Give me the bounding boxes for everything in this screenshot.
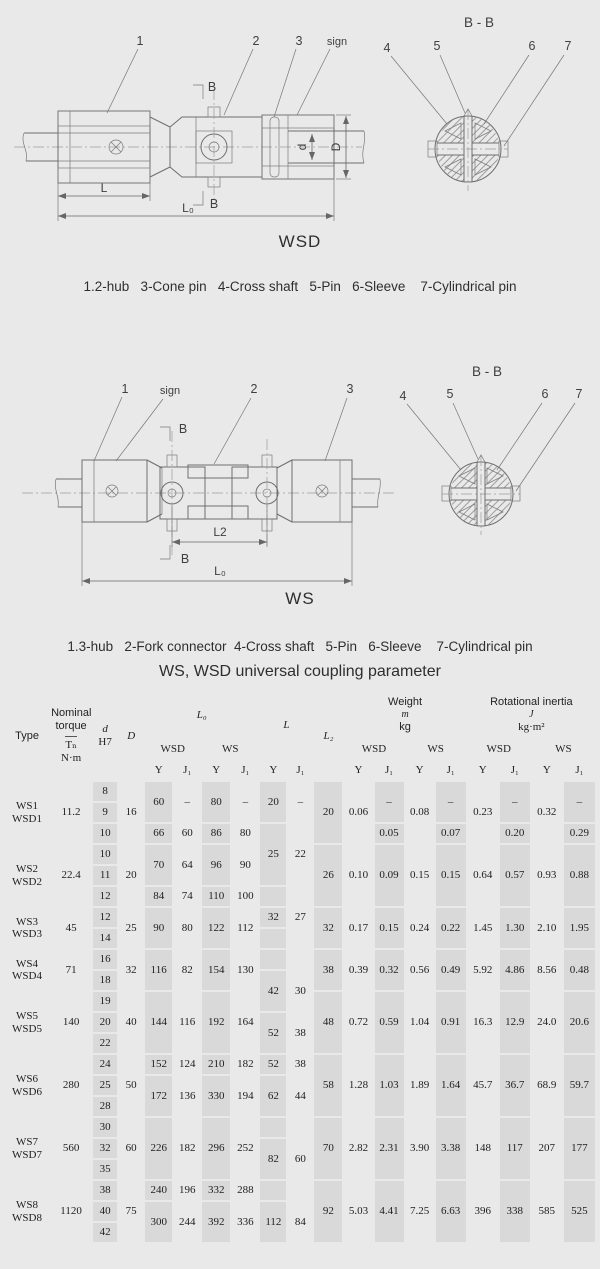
cell: 90 [239,858,251,871]
cell: 0.88 [564,845,595,906]
ws-dimensions [82,505,352,586]
inertia-line1: Rotational inertia [490,695,573,708]
cell: 148 [474,1142,491,1155]
cell: 10 [93,845,117,864]
weight-symbol: m [401,709,409,720]
cell: 66 [145,824,172,843]
cell: 38 [93,1181,117,1200]
cell: 70 [314,1118,342,1179]
wsd-side-view-drawing [10,25,375,250]
ws-callouts [94,382,354,464]
cell: 48 [314,992,342,1053]
cell: 2.10 [537,921,557,934]
inertia-symbol: J [529,709,534,720]
torque-line1: Nominal [51,707,92,720]
cell: 44 [294,1089,306,1102]
cell: 9 [93,803,117,822]
cell: 210 [202,1055,230,1074]
cell: 52 [260,1055,286,1074]
cell: 5.03 [348,1205,369,1218]
cell: 42 [93,1223,117,1242]
cell: 38 [314,950,342,990]
subheader-r-ws: WS [555,743,572,755]
cell: 4.86 [500,950,530,990]
cell: 40 [93,1202,117,1221]
cell: 0.15 [375,908,404,948]
b-marker-bottom: B [180,552,190,566]
table-row [5,1181,595,1200]
cell: 117 [500,1118,530,1179]
cell: 20 [260,782,286,822]
dim-label-L0: L₀ [182,201,194,215]
cell [260,887,286,906]
weight-unit: kg [399,721,411,733]
dim-label-L0: L₀ [214,564,226,578]
cell: 122 [202,908,230,948]
cell: 136 [178,1089,196,1102]
cell: 60 [294,1152,306,1165]
cell: – [242,795,249,808]
cell: 0.09 [375,845,404,906]
cell: 86 [202,824,230,843]
cell: 19 [93,992,117,1011]
parameter-table [3,690,597,1244]
d-fit: H7 [98,736,112,748]
wsd-section-markers [193,80,218,211]
subheader-j1: J₁ [384,764,394,776]
callout-6-label: 6 [528,39,536,53]
cell: 45 [65,921,77,934]
cell: 52 [260,1013,286,1053]
subheader-l0-wsd: WSD [160,743,185,755]
callout-1-label: 1 [121,382,129,396]
cell: 25 [125,921,137,934]
cell: 45.7 [473,1079,493,1092]
cell: 24.0 [537,1016,557,1029]
cell: 244 [178,1215,196,1228]
callout-sign-label: sign [159,385,181,397]
cell [288,950,312,969]
cell: 6.63 [436,1181,466,1242]
cell: 116 [145,950,172,990]
cell: 252 [237,1142,254,1155]
cell [288,1181,312,1200]
cell: 70 [145,845,172,885]
cell: 5.92 [473,963,493,976]
subheader-w-wsd: WSD [361,743,387,755]
cell [288,929,312,948]
dim-label-L: L [100,181,108,195]
cell: 25 [260,824,286,885]
section-title: B - B [471,364,503,379]
callout-5-label: 5 [433,39,441,53]
cell-type: WS8 WSD8 [12,1199,42,1224]
cell [260,950,286,969]
subheader-l0-ws: WS [222,743,239,755]
table-title: WS, WSD universal coupling parameter [159,663,441,680]
ws-side-view-drawing [20,375,400,610]
cell: – [436,782,466,822]
cell: 12 [93,887,117,906]
cell: 182 [178,1142,196,1155]
cell: 0.17 [348,921,369,934]
b-marker-top: B [178,422,188,436]
cell: 68.9 [537,1079,557,1092]
cell-type: WS1 WSD1 [12,800,42,825]
cell: 240 [145,1181,172,1200]
cell-type: WS4 WSD4 [12,957,42,982]
col-header-d [93,692,117,780]
cell: 525 [564,1181,595,1242]
inertia-unit: kg·m² [518,721,545,733]
cell: 20 [125,869,137,882]
cell: 0.39 [348,963,369,976]
b-marker-top: B [207,80,217,94]
cell: 80 [239,827,251,840]
ws-section-geometry [442,455,520,535]
cell: 16.3 [473,1016,493,1029]
cell: 36.7 [500,1055,530,1116]
cell: 0.10 [348,869,369,882]
dim-label-L2: L2 [213,525,227,539]
cell: 84 [294,1215,306,1228]
torque-line2: torque [55,720,87,733]
table-row [5,950,595,969]
cell: 20.6 [564,992,595,1053]
cell: 59.7 [564,1055,595,1116]
cell: 11.2 [61,806,81,819]
subheader-j1: J₁ [241,764,250,776]
cell: 0.48 [564,950,595,990]
subheader-y: Y [154,764,163,776]
table-row [5,908,595,927]
cell: 300 [145,1202,172,1242]
callout-7-label: 7 [564,39,572,53]
cell: 330 [202,1076,230,1116]
col-header-D: D [127,730,136,742]
cell [260,1118,286,1137]
cell: 124 [178,1058,196,1071]
col-header-torque [51,692,91,780]
cell: 62 [260,1076,286,1116]
cell: 332 [202,1181,230,1200]
cell: 22.4 [61,869,81,882]
col-header-type: Type [15,730,39,742]
cell-type: WS6 WSD6 [12,1073,42,1098]
cell: 82 [181,963,193,976]
torque-unit: N·m [61,751,82,764]
cell: 30 [294,984,306,997]
cell: 80 [181,921,193,934]
cell: – [375,782,404,822]
cell: 27 [294,911,306,924]
callout-1-label: 1 [136,34,144,48]
cell: 3.38 [436,1118,466,1179]
wsd-callouts [107,34,347,117]
callout-4-label: 4 [399,389,407,403]
cell: 1.28 [348,1079,369,1092]
cell: 96 [202,845,230,885]
cell: 7.25 [409,1205,430,1218]
wsd-parts-caption: 1.2-hub 3-Cone pin 4-Cross shaft 5-Pin 6-Sleeve 7-Cylindrical pin [83,279,517,294]
cell: 396 [474,1205,491,1218]
cell: 40 [125,1016,137,1029]
subheader-y: Y [415,764,424,776]
callout-3-label: 3 [346,382,354,396]
cell: 0.15 [409,869,430,882]
cell: 16 [125,806,137,819]
cell: 92 [314,1181,342,1242]
cell: 60 [181,827,193,840]
cell: 32 [314,908,342,948]
cell: 194 [237,1089,254,1102]
table-row [5,824,595,843]
ws-parts-caption: 1.3-hub 2-Fork connector 4-Cross shaft 5-Pin 6-Sleeve 7-Cylindrical pin [67,639,533,654]
cell: 42 [260,971,286,1011]
cell: 152 [145,1055,172,1074]
cell: 0.15 [436,845,466,906]
cell: 1.45 [473,921,493,934]
cell: 25 [93,1076,117,1095]
subheader-r-wsd: WSD [486,743,511,755]
cell: 140 [62,1016,80,1029]
cell: 112 [237,921,254,934]
cell: 0.64 [473,869,493,882]
cell: 207 [538,1142,556,1155]
table-row [5,782,595,801]
cell: 35 [93,1160,117,1179]
cell: 71 [65,963,77,976]
cell: 2.82 [348,1142,369,1155]
subheader-y: Y [478,764,487,776]
cell: 338 [500,1181,530,1242]
cell: – [297,795,304,808]
callout-5-label: 5 [446,387,454,401]
cell: – [564,782,595,822]
cell: 0.22 [436,908,466,948]
b-marker-bottom: B [209,197,219,211]
cell: 177 [564,1118,595,1179]
cell: 336 [237,1215,254,1228]
cell: 30 [93,1118,117,1137]
subheader-y: Y [212,764,221,776]
cell: 0.24 [409,921,430,934]
cell: 8.56 [537,963,557,976]
cell: 0.59 [375,992,404,1053]
cell-type: WS3 WSD3 [12,915,42,940]
cell: 1.89 [409,1079,430,1092]
cell: 0.49 [436,950,466,990]
cell: 28 [93,1097,117,1116]
cell: 172 [145,1076,172,1116]
subheader-j1: J₁ [296,764,305,776]
cell: 20 [93,1013,117,1032]
callout-2-label: 2 [252,34,260,48]
cell: 112 [260,1202,286,1242]
cell: 0.32 [375,950,404,990]
cell: 560 [62,1142,80,1155]
cell: 1.95 [564,908,595,948]
wsd-section-view [375,10,590,210]
cell: 288 [237,1184,254,1197]
cell: 50 [125,1079,137,1092]
cell: 0.23 [473,806,493,819]
ws-section-view [395,360,590,540]
callout-2-label: 2 [250,382,258,396]
cell: 32 [93,1139,117,1158]
cell: 0.29 [564,824,595,843]
cell: 226 [145,1118,172,1179]
callout-6-label: 6 [541,387,549,401]
ws-figure-title: WS [285,589,315,608]
ws-section-markers [160,422,189,566]
cell: 60 [125,1142,137,1155]
subheader-j1: J₁ [510,764,519,776]
wsd-section-geometry [428,109,508,191]
cell [288,1118,312,1137]
subheader-j1: J₁ [183,764,192,776]
cell: 58 [314,1055,342,1116]
cell: 38 [294,1026,306,1039]
dim-label-D: D [329,142,343,152]
callout-sign-label: sign [326,36,348,48]
cell: 26 [314,845,342,906]
cell: 18 [93,971,117,990]
col-header-L2: L₂ [323,730,334,742]
torque-rule [65,736,77,737]
cell: 22 [93,1034,117,1053]
subheader-y: Y [269,764,278,776]
cell: 12.9 [500,992,530,1053]
cell: 32 [260,908,286,927]
col-header-L0: L₀ [196,709,207,721]
subheader-y: Y [542,764,551,776]
cell: 144 [145,992,172,1053]
cell: – [184,795,190,808]
cell: 14 [93,929,117,948]
cell: 24 [93,1055,117,1074]
cell: 90 [145,908,172,948]
cell: 100 [237,890,254,903]
cell: 74 [181,890,193,903]
cell: 11 [93,866,117,885]
cell: 1.04 [409,1016,430,1029]
table-row [5,1118,595,1137]
cell: 60 [145,782,172,822]
cell: 0.93 [537,869,557,882]
cell: 164 [237,1016,254,1029]
subheader-j1: J₁ [575,764,584,776]
cell [260,1181,286,1200]
cell: 1.30 [500,908,530,948]
cell: 0.57 [500,845,530,906]
cell: 10 [93,824,117,843]
cell: 182 [237,1058,254,1071]
cell [288,887,312,906]
cell-type: WS2 WSD2 [12,863,42,888]
cell: 84 [145,887,172,906]
cell: 0.56 [409,963,430,976]
cell: 20 [314,782,342,843]
cell: 1.64 [436,1055,466,1116]
cell: 0.20 [500,824,530,843]
cell: 75 [125,1205,137,1218]
cell: 8 [93,782,117,801]
cell [260,929,286,948]
cell: 16 [93,950,117,969]
cell: 4.41 [375,1181,404,1242]
subheader-y: Y [354,764,363,776]
table-row [5,1055,595,1074]
cell: 2.31 [375,1118,404,1179]
cell: 1.03 [375,1055,404,1116]
col-header-inertia [468,692,595,738]
cell: 0.72 [348,1016,369,1029]
cell-type: WS5 WSD5 [12,1010,42,1035]
weight-line1: Weight [388,695,423,708]
section-title: B - B [463,15,495,30]
cell: 585 [538,1205,556,1218]
cell: 32 [125,963,137,976]
callout-7-label: 7 [575,387,583,401]
cell: 0.06 [348,806,369,819]
cell: 22 [294,848,306,861]
cell: 0.08 [409,806,430,819]
cell-type: WS7 WSD7 [12,1136,42,1161]
cell: 154 [202,950,230,990]
cell: 196 [178,1184,196,1197]
cell: 130 [237,963,254,976]
callout-3-label: 3 [295,34,303,48]
cell: 38 [294,1058,306,1071]
ws-geometry [22,431,396,555]
subheader-j1: J₁ [446,764,455,776]
cell: 116 [179,1016,196,1029]
dim-label-d: d [295,143,309,151]
cell: 3.90 [409,1142,430,1155]
col-header-L: L [283,719,290,731]
subheader-w-ws: WS [427,743,444,755]
cell: 0.05 [375,824,404,843]
cell: 296 [202,1118,230,1179]
cell: 12 [93,908,117,927]
cell: 0.32 [537,806,557,819]
cell: 80 [202,782,230,822]
col-header-weight [344,692,465,738]
cell: 0.07 [436,824,466,843]
cell: 192 [202,992,230,1053]
callout-4-label: 4 [383,41,391,55]
cell: 110 [202,887,230,906]
cell: 0.91 [436,992,466,1053]
cell: 1120 [60,1205,82,1218]
cell: 392 [202,1202,230,1242]
cell: 82 [260,1139,286,1179]
cell: 280 [62,1079,80,1092]
d-symbol: d [102,722,108,735]
torque-symbol: Tₙ [65,738,77,751]
cell: 64 [181,858,193,871]
cell: – [500,782,530,822]
wsd-figure-title: WSD [278,232,322,251]
